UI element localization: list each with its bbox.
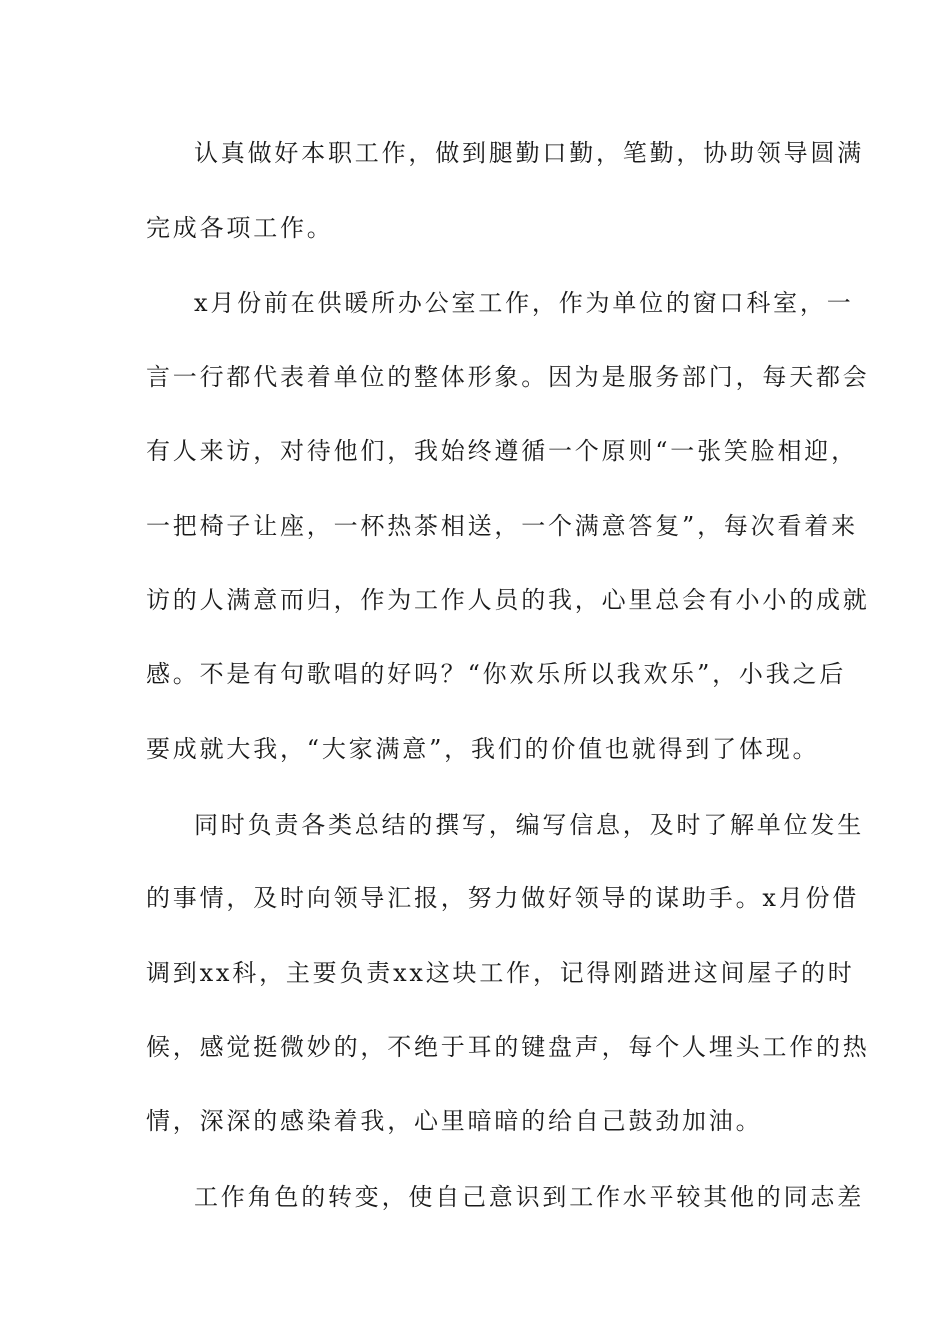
text-line-2: 完成各项工作。 [146, 214, 334, 242]
text-line-12: 调到xx科，主要负责xx这块工作，记得刚踏进这间屋子的时 [146, 959, 855, 987]
text-line-6: 一把椅子让座，一杯热茶相送，一个满意答复”，每次看着来 [146, 512, 858, 540]
text-line-15: 工作角色的转变，使自己意识到工作水平较其他的同志差 [194, 1183, 864, 1211]
text-line-9: 要成就大我，“大家满意”，我们的价值也就得到了体现。 [146, 735, 820, 763]
text-line-13: 候，感觉挺微妙的，不绝于耳的键盘声，每个人埋头工作的热 [146, 1033, 870, 1061]
text-line-7: 访的人满意而归，作为工作人员的我，心里总会有小小的成就 [146, 586, 870, 614]
text-line-1: 认真做好本职工作，做到腿勤口勤，笔勤，协助领导圆满 [194, 139, 864, 167]
text-line-11: 的事情，及时向领导汇报，努力做好领导的谋助手。x月份借 [146, 884, 860, 912]
text-line-14: 情，深深的感染着我，心里暗暗的给自己鼓劲加油。 [146, 1107, 763, 1135]
text-line-10: 同时负责各类总结的撰写，编写信息，及时了解单位发生 [194, 811, 864, 839]
text-line-8: 感。不是有句歌唱的好吗？“你欢乐所以我欢乐”，小我之后 [146, 660, 847, 688]
text-line-5: 有人来访，对待他们，我始终遵循一个原则“一张笑脸相迎， [146, 437, 858, 465]
text-line-3: x月份前在供暖所办公室工作，作为单位的窗口科室，一 [194, 289, 854, 317]
text-line-4: 言一行都代表着单位的整体形象。因为是服务部门，每天都会 [146, 363, 870, 391]
